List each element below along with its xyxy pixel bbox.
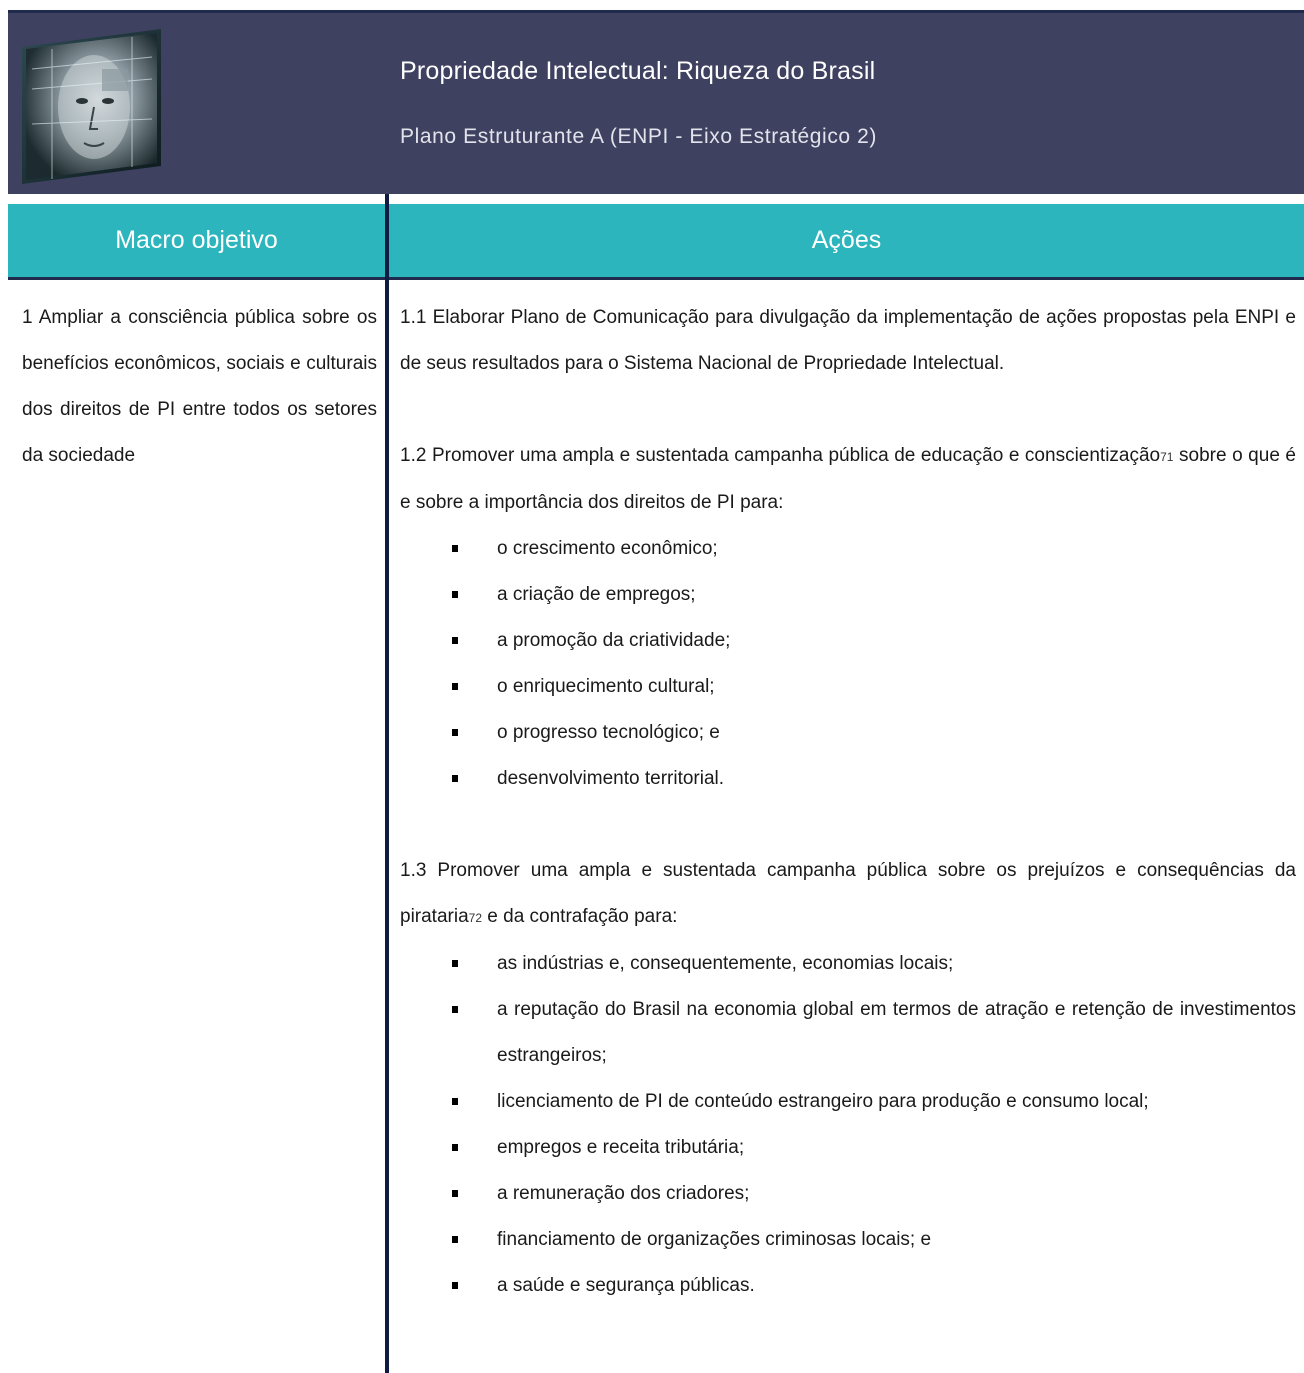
list-item: a reputação do Brasil na economia global em termos de atração e retenção de investimentos estrangeiros; [400,987,1296,1079]
footnote-ref-72: 72 [468,911,483,925]
action-1-2-list [400,526,1296,802]
bullet-square-icon [452,1190,458,1197]
action-1-2-text-cont: sobre o que é e sobre a importância dos direitos de PI para: [400,445,1296,513]
list-item: o crescimento econômico; [400,526,1296,572]
list-item: desenvolvimento territorial. [400,756,1296,802]
action-1-3-list [400,941,1296,1309]
list-item: financiamento de organizações criminosas locais; e [400,1217,1296,1263]
column-divider [385,194,389,1373]
footnote-ref-71: 71 [1160,450,1174,464]
action-1-3-text-cont: e da contrafação para: [482,906,678,927]
action-1-2-text: 1.2 Promover uma ampla e sustentada campanha pública de educação e conscientização [400,445,1161,466]
bullet-square-icon [452,960,458,967]
bullet-square-icon [452,1098,458,1105]
list-item: a saúde e segurança públicas. [400,1263,1296,1309]
action-1-3-text: 1.3 Promover uma ampla e sustentada campanha pública sobre os prejuízos e consequências da pirataria [400,860,1296,927]
document-frame [8,10,1304,1373]
bullet-square-icon [452,1236,458,1243]
bullet-square-icon [452,683,458,690]
action-1-3 [400,848,1296,941]
list-item: licenciamento de PI de conteúdo estrangeiro para produção e consumo local; [400,1079,1296,1125]
action-1-1: 1.1 Elaborar Plano de Comunicação para divulgação da implementação de ações propostas pela ENPI e de seus resultados para o Sistema Nacional de Propriedade Intelectual. [400,307,1296,374]
list-item: o progresso tecnológico; e [400,710,1296,756]
column-header-macro-objetivo: Macro objetivo [8,204,385,277]
list-item: as indústrias e, consequentemente, economias locais; [400,941,1296,987]
bullet-square-icon [452,1006,458,1013]
ai-face-thumbnail [22,29,161,184]
bullet-square-icon [452,1282,458,1289]
list-item: o enriquecimento cultural; [400,664,1296,710]
header-banner [8,10,1304,194]
list-item: empregos e receita tributária; [400,1125,1296,1171]
bullet-square-icon [452,1144,458,1151]
header-divider [8,277,1304,280]
page-title: Propriedade Intelectual: Riqueza do Brasil [400,57,876,85]
list-item: a remuneração dos criadores; [400,1171,1296,1217]
macro-objetivo-cell: 1 Ampliar a consciência pública sobre os benefícios econômicos, sociais e culturais dos direitos de PI entre todos os setores da sociedade [22,307,377,466]
bullet-square-icon [452,545,458,552]
bullet-square-icon [452,637,458,644]
acoes-cell [400,295,1296,1309]
bullet-square-icon [452,775,458,782]
list-item: a promoção da criatividade; [400,618,1296,664]
action-1-2 [400,433,1296,526]
list-item: a criação de empregos; [400,572,1296,618]
bullet-square-icon [452,591,458,598]
bullet-square-icon [452,729,458,736]
page-subtitle: Plano Estruturante A (ENPI - Eixo Estratégico 2) [400,125,878,148]
column-header-acoes: Ações [389,204,1304,277]
